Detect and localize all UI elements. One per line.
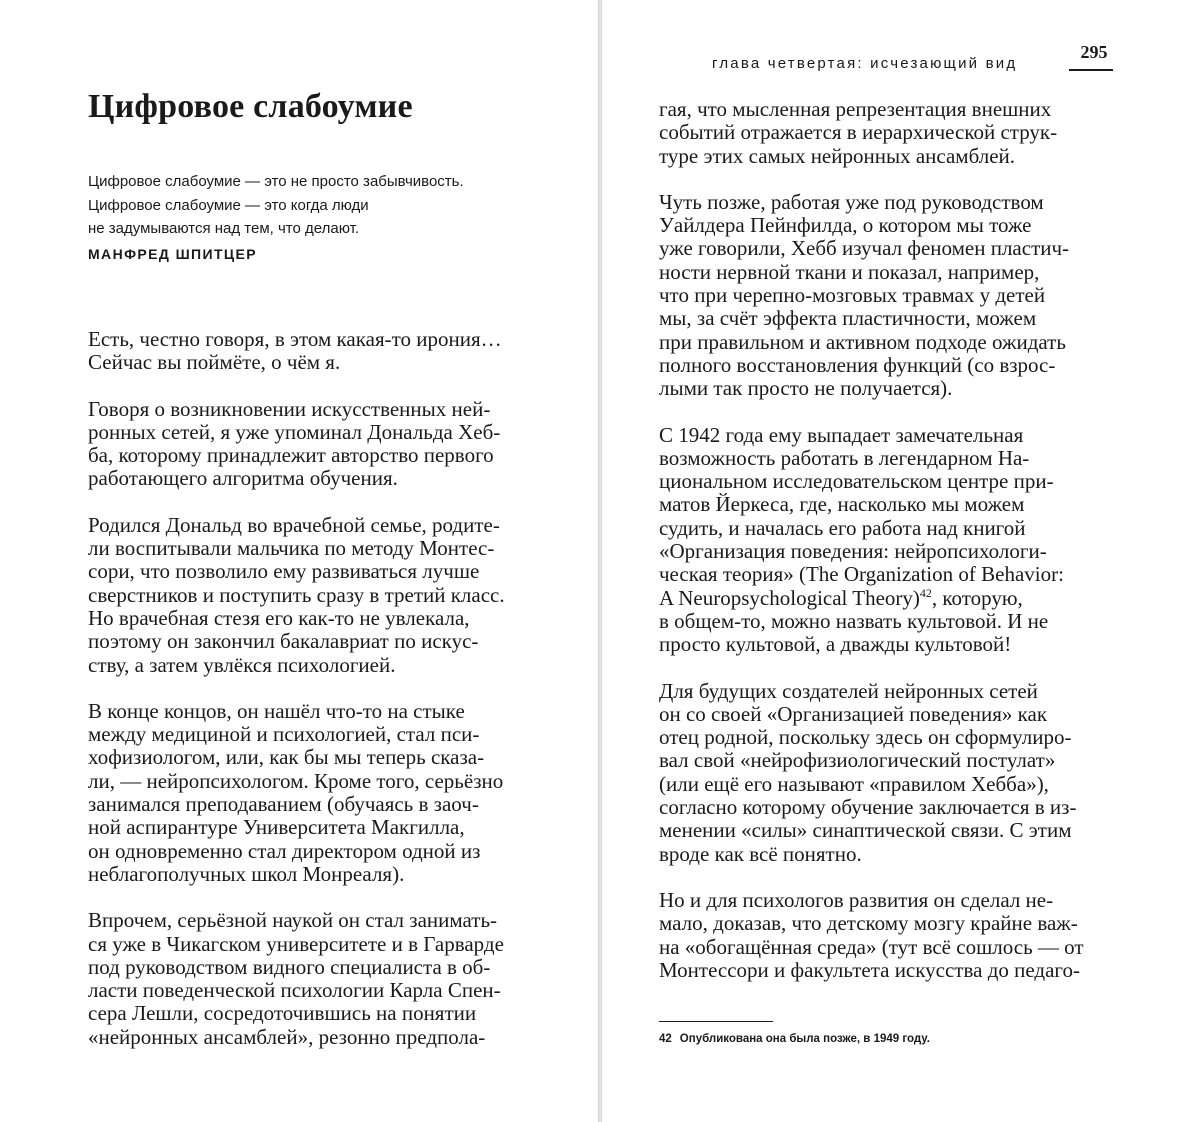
text-line: Родился Дональд во врачебной семье, родите- xyxy=(88,512,500,537)
text-line: ству, а затем увлёкся психологией. xyxy=(88,652,396,677)
paragraph xyxy=(659,889,1119,982)
text-line: «Организация поведения: нейропсихологи- xyxy=(659,539,1047,564)
epigraph-line: Цифровое слабоумие — это когда люди xyxy=(88,196,369,214)
text-line: Впрочем, серьёзной наукой он стал занимать- xyxy=(88,908,498,933)
paragraph xyxy=(88,328,548,375)
text-line: поэтому он закончил бакалавриат по искус- xyxy=(88,629,479,654)
text-line: ности нервной ткани и показал, например, xyxy=(659,259,1040,284)
text-line: ронных сетей, я уже упоминал Дональда Хеб- xyxy=(88,419,501,444)
text-line: в общем-то, можно назвать культовой. И не xyxy=(659,608,1049,633)
text-line: лыми так просто не получается). xyxy=(659,376,953,401)
text-line: неблагополучных школ Монреаля). xyxy=(88,861,405,886)
text-line: событий отражается в иерархической струк- xyxy=(659,120,1058,145)
footnote-number: 42 xyxy=(659,1033,672,1045)
footnote-reference[interactable]: 42 xyxy=(919,585,932,600)
text-line: судить, и началась его работа над книгой xyxy=(659,515,1026,540)
text-line: при правильном и активном подходе ожидать xyxy=(659,329,1066,354)
paragraph xyxy=(88,514,548,677)
text-line: ческая теория» (The Organization of Behavior: xyxy=(659,562,1064,587)
epigraph-line: не задумываются над тем, что делают. xyxy=(88,220,359,237)
chapter-title: Цифровое слабоумие xyxy=(88,88,413,125)
text-line: на «обогащённая среда» (тут всё сошлось — от xyxy=(659,934,1084,959)
paragraph xyxy=(659,191,1119,401)
text-line: ба, которому принадлежит авторство первого xyxy=(88,443,494,468)
paragraph xyxy=(659,680,1119,866)
text-line: сори, что позволило ему развиваться лучше xyxy=(88,559,480,584)
paragraph xyxy=(88,700,548,886)
running-header: глава четвертая: исчезающий вид xyxy=(712,55,1018,72)
text-line: Сейчас вы поймёте, о чём я. xyxy=(88,350,341,375)
footnote xyxy=(659,1033,930,1045)
text-line: работающего алгоритма обучения. xyxy=(88,466,398,491)
text-line: (или ещё его называют «правилом Хебба»), xyxy=(659,771,1049,796)
text-line: сверстников и поступить сразу в третий класс. xyxy=(88,582,505,607)
text-line: ласти поведенческой психологии Карла Спен- xyxy=(88,978,501,1003)
paragraph xyxy=(88,909,548,1049)
text-line-part: A Neuropsychological Theory) xyxy=(659,585,920,610)
text-line: занимался преподаванием (обучаясь в заоч- xyxy=(88,792,479,817)
epigraph-author: МАНФРЕД ШПИТЦЕР xyxy=(88,245,258,262)
text-line: Но и для психологов развития он сделал не- xyxy=(659,887,1054,912)
text-line: В конце концов, он нашёл что-то на стыке xyxy=(88,698,465,723)
text-line: менении «силы» синаптической связи. С этим xyxy=(659,818,1072,843)
text-line: ли, — нейропсихологом. Кроме того, серьёзно xyxy=(88,768,504,793)
text-line: Монтессори и факультета искусства до педаго- xyxy=(659,957,1080,982)
text-line: циональном исследовательском центре при- xyxy=(659,469,1054,494)
right-body-text xyxy=(659,98,1119,1005)
text-line: под руководством видного специалиста в об- xyxy=(88,954,491,979)
text-line: Есть, честно говоря, в этом какая-то ирония… xyxy=(88,327,502,351)
text-line: хофизиологом, или, как бы мы теперь сказа- xyxy=(88,745,485,770)
page-number-rule xyxy=(1069,69,1113,71)
text-line: мы, за счёт эффекта пластичности, можем xyxy=(659,306,1037,331)
epigraph xyxy=(88,170,528,266)
paragraph xyxy=(659,98,1119,168)
text-line: матов Йеркеса, где, насколько мы можем xyxy=(659,492,1025,517)
text-line: С 1942 года ему выпадает замечательная xyxy=(659,422,1024,447)
text-line: между медициной и психологией, стал пси- xyxy=(88,722,480,747)
left-body-text xyxy=(88,328,548,1072)
footnote-text: Опубликована она была позже, в 1949 году. xyxy=(679,1033,930,1045)
text-line: ной аспирантуре Университета Макгилла, xyxy=(88,815,465,840)
text-line: мало, доказав, что детскому мозгу крайне важ- xyxy=(659,911,1078,936)
text-line: Говоря о возникновении искусственных ней- xyxy=(88,396,491,421)
text-line: Уайлдера Пейнфилда, о котором мы тоже xyxy=(659,213,1032,238)
text-line xyxy=(659,587,1119,610)
text-line: он одновременно стал директором одной из xyxy=(88,838,481,863)
text-line: ли воспитывали мальчика по методу Монтес- xyxy=(88,536,495,561)
text-line: вал свой «нейрофизиологический постулат» xyxy=(659,748,1056,773)
text-line: Чуть позже, работая уже под руководством xyxy=(659,189,1044,214)
text-line: отец родной, поскольку здесь он сформулиро- xyxy=(659,725,1072,750)
text-line: «нейронных ансамблей», резонно предпола- xyxy=(88,1024,486,1049)
text-line: уже говорили, Хебб изучал феномен пластич- xyxy=(659,236,1070,261)
text-line: вроде как всё понятно. xyxy=(659,841,862,866)
left-page xyxy=(0,0,598,1122)
text-line: что при черепно-мозговых травмах у детей xyxy=(659,283,1046,308)
text-line: просто культовой, а дважды культовой! xyxy=(659,632,1012,657)
text-line: гая, что мысленная репрезентация внешних xyxy=(659,97,1052,121)
page-number: 295 xyxy=(1080,42,1108,62)
epigraph-line: Цифровое слабоумие — это не просто забывчивость. xyxy=(88,173,464,190)
text-line: возможность работать в легендарном На- xyxy=(659,445,1030,470)
text-line: ся уже в Чикагском университете и в Гарварде xyxy=(88,931,504,956)
text-line-part: , которую, xyxy=(931,585,1023,610)
right-page xyxy=(602,0,1200,1122)
text-line: согласно которому обучение заключается в из- xyxy=(659,795,1077,820)
text-line: полного восстановления функций (со взрос- xyxy=(659,352,1056,377)
text-line: туре этих самых нейронных ансамблей. xyxy=(659,143,1016,168)
text-line: он со своей «Организацией поведения» как xyxy=(659,701,1048,726)
paragraph xyxy=(659,424,1119,657)
text-line: сера Лешли, сосредоточившись на понятии xyxy=(88,1001,477,1026)
paragraph xyxy=(88,398,548,491)
text-line: Но врачебная стезя его как-то не увлекала, xyxy=(88,605,470,630)
text-line: Для будущих создателей нейронных сетей xyxy=(659,678,1038,703)
footnote-rule xyxy=(659,1021,773,1022)
